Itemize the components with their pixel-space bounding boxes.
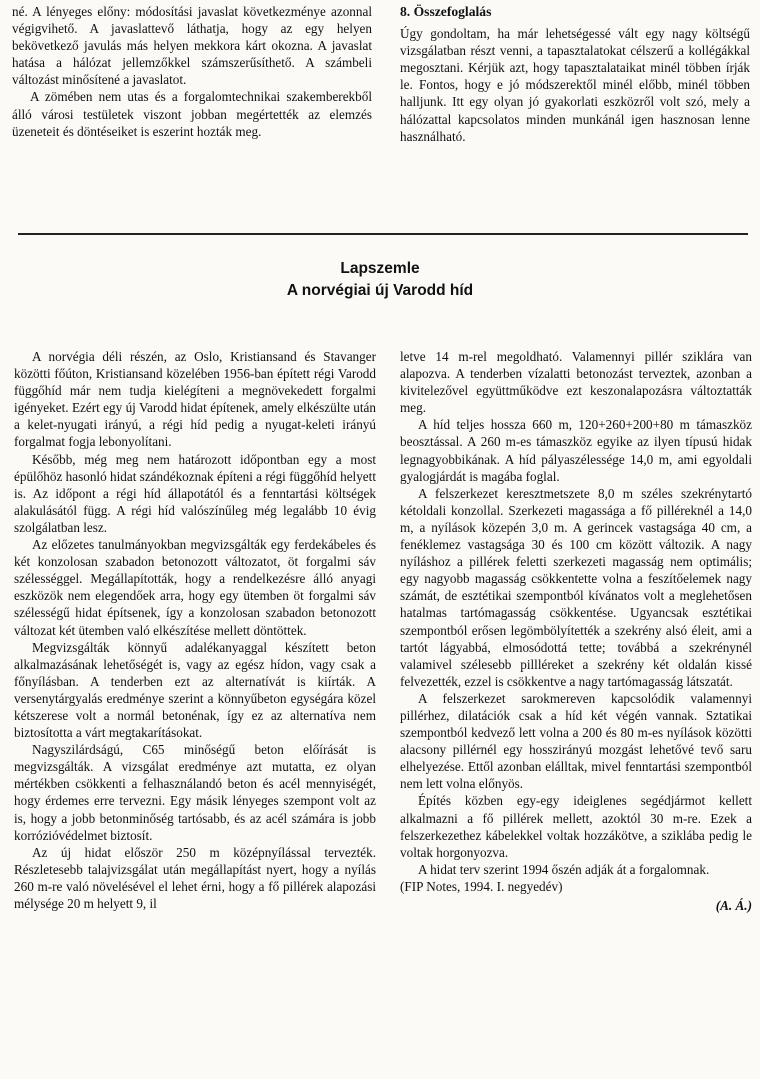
paragraph: né. A lényeges előny: módosítási javaslat következménye azonnal végigvihető. A javaslattevő láthatja, hogy az egy helyen bekövetkező javulás más helyen mekkora kárt okozna. A javaslat hatása a hálózat jellemzőkkel számszerűsíthető. A számbeli változást minősítené a javaslatot. [12, 4, 372, 88]
paragraph: letve 14 m-rel megoldható. Valamennyi pillér sziklára van alapozva. A tenderben vízalatti betonozást terveztek, azonban a kivitelezővel együttműködve ezt keszonalapozásra változtatták meg. [400, 349, 752, 416]
top-right-column [400, 3, 750, 145]
paragraph: Megvizsgálták könnyű adalékanyaggal készített beton alkalmazásának lehetőségét is, vagy az egész hídon, vagy csak a főnyílásban. A tenderben ezt az alternatívát is kiírták. A versenytárgyalás eredménye szerint a könnyűbeton egységára közel kétszerese volt a normál betonénak, így ez az alternatíva nem biztosította a várt megtakarításokat. [14, 639, 376, 741]
paragraph: A zömében nem utas és a forgalomtechnikai szakemberekből álló városi testületek viszont jobban megértették az elemzés üzeneteit és döntéseiket is eszerint hozták meg. [12, 89, 372, 139]
paragraph: Úgy gondoltam, ha már lehetségessé vált egy nagy költségű vizsgálatban részt venni, a tapasztalatokat célszerű a kollégákkal megosztani. Kérjük azt, hogy tapasztalataikat minél többen írják le. Fontos, hogy e jó módszerektől minél előbb, minél többen halljunk. Itt egy olyan jó gyakorlati eszközről volt szó, mely a hálózattal kapcsolatos minden munkánál igen hasznosan lenne használható. [400, 26, 750, 144]
section-heading: 8. Összefoglalás [400, 4, 492, 19]
article-right-column [400, 348, 752, 914]
paragraph: Később, még meg nem határozott időpontban egy a most épülőhöz hasonló hidat szándékoznak építeni a régi függőhíd helyett is. Az időpont a régi híd állapotától és a fenntartási költségek alakulásától függ. A régi híd valószínűleg még legalább 10 évig szolgálatban lesz. [14, 451, 376, 535]
paragraph: Az előzetes tanulmányokban megvizsgálták egy ferdekábeles és két konzolosan szabadon betonozott változatot, öt forgalmi sáv szélességgel. Megállapították, hogy a rendelkezésre álló anyagi eszközök nem elegendőek arra, hogy egy ütemben öt forgalmi sáv szélességű hidat építsenek, így a konzolosan szabadon betonozott változat két ütemben való elkészítése mellett döntöttek. [14, 537, 376, 638]
paragraph: Nagyszilárdságú, C65 minőségű beton előírását is megvizsgálták. A vizsgálat eredménye azt mutatta, ez olyan mértékben csökkenti a felhasználandó beton és acél mennyiségét, hogy érdemes erre tervezni. Egy másik lényeges szempont volt az is, hogy a jobb betonminőség tartósabb, és az acél számára is jobb korrózióvédelmet biztosít. [14, 742, 376, 843]
section-divider [18, 233, 748, 235]
paragraph: Építés közben egy-egy ideiglenes segédjármot kellett alkalmazni a fő pillérek mellett, azoktól 30 m-re. Ezek a felszerkezethez kábelekkel voltak hozzákötve, a sziklába pedig le voltak horgonyozva. [400, 793, 752, 860]
paragraph: A norvégia déli részén, az Oslo, Kristiansand és Stavanger közötti főúton, Kristiansand közelében 1956-ban épített régi Varodd függőhíd már nem tudja kielégíteni a megnövekedett forgalmi igényeket. Ezért egy új Varodd hidat építenek, amely elkészülte után a kelet-nyugati irányú, a régi híd pedig a nyugat-keleti irányú forgalmat fogja lebonyolítani. [14, 349, 376, 450]
paragraph: Az új hidat először 250 m középnyílással tervezték. Részletesebb talajvizsgálat után megállapítást nyert, hogy a nyílás 260 m-re való növelésével el lehet érni, hogy a fő pillérek alapozási mélysége 20 m helyett 9, il [14, 844, 376, 911]
source-citation: (FIP Notes, 1994. I. negyedév) [400, 878, 563, 894]
section-title: Lapszemle [340, 260, 420, 277]
top-left-column [12, 3, 372, 140]
article-title-block [0, 258, 760, 302]
paragraph: A felszerkezet sarokmereven kapcsolódik valamennyi pillérhez, dilatációk csak a híd két végén vannak. Sztatikai szempontból kedvező lett volna a 200 és 80 m-es nyílások közötti alacsony pillérnél egy hosszirányú mozgást lehetővé tevő saru elhelyezése. Ettől azonban elálltak, mivel fenntartási szempontból nem lett volna előnyös. [400, 690, 752, 792]
paragraph: A hidat terv szerint 1994 őszén adják át a forgalomnak. [418, 861, 710, 877]
article-title: A norvégiai új Varodd híd [286, 282, 474, 299]
article-left-column [14, 348, 376, 912]
author-signature: (A. Á.) [715, 898, 752, 913]
paragraph: A felszerkezet keresztmetszete 8,0 m széles szekrénytartó kétoldali konzollal. Szerkezeti magassága a fő pilléreknél a 14,0 m, a nyílások közepén 3,0 m. A gerincek vastagsága 40 cm, a fenéklemez vastagsága 30 és 100 cm között változik. A nagy nyíláshoz a pillérek feletti szerkezeti magasság nem optimális; egy nagyobb magasság csökkentette volna a feszítőelemek nagy számát, de esztétikai szempontból kívánatos volt a meglehetősen hatalmas tartómagasság csökkentése. Ugyancsak esztétikai szempontból erősen legömbölyítették a szekrény alsó éleit, ami a tartót lágyabbá, elmosódottá tette; továbbá a szekrénynél valamivel szélesebb pillléreket a szekrény két oldalán kissé felvezették, ezzel is csökkentve a nagy tartómagasság látszatát. [400, 485, 752, 689]
paragraph: A híd teljes hossza 660 m, 120+260+200+80 m támaszköz beosztással. A 260 m-es támaszköz egyike az ilyen típusú hidak legnagyobbikának. A híd pályaszélessége 14,0 m, ami egyoldali gyalogjárdát is magába foglal. [400, 417, 752, 484]
